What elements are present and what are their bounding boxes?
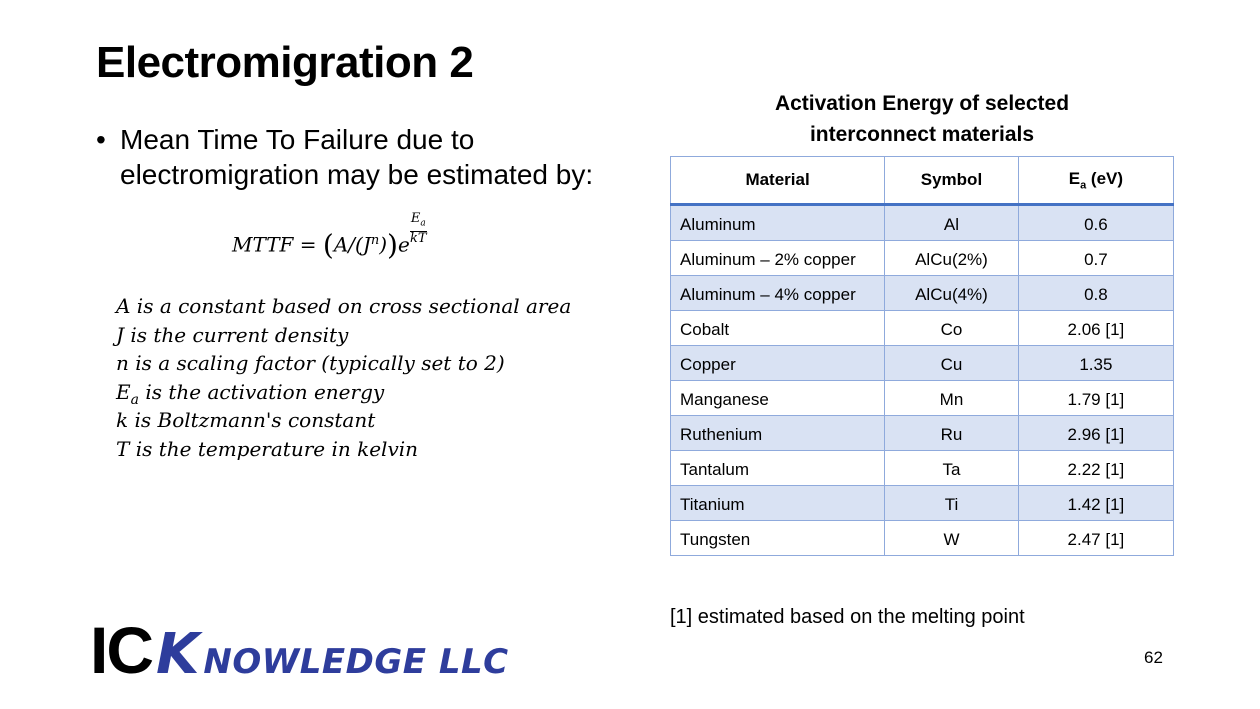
cell-symbol: W bbox=[885, 521, 1019, 556]
cell-symbol: Cu bbox=[885, 346, 1019, 381]
table-row bbox=[671, 276, 1174, 311]
cell-ea: 2.06 [1] bbox=[1018, 311, 1173, 346]
cell-ea: 2.96 [1] bbox=[1018, 416, 1173, 451]
table-row bbox=[671, 381, 1174, 416]
table-row bbox=[671, 346, 1174, 381]
cell-symbol: Ru bbox=[885, 416, 1019, 451]
cell-material: Aluminum bbox=[671, 205, 885, 241]
page-number: 62 bbox=[1144, 648, 1163, 667]
cell-symbol: Ta bbox=[885, 451, 1019, 486]
table-header-row bbox=[671, 157, 1174, 205]
header-ea-sub: a bbox=[1080, 179, 1087, 192]
definition-n: n is a scaling factor (typically set to 2) bbox=[116, 351, 505, 376]
logo-rest: NOWLEDGE LLC bbox=[203, 642, 509, 682]
cell-ea: 0.6 bbox=[1018, 205, 1173, 241]
definition-ea-text: is the activation energy bbox=[138, 379, 385, 404]
table-row bbox=[671, 311, 1174, 346]
formula-exponent-fraction bbox=[410, 212, 427, 246]
formula-open-paren: ( bbox=[322, 228, 334, 262]
formula-close-paren: ) bbox=[387, 228, 398, 262]
cell-ea: 1.42 [1] bbox=[1018, 486, 1173, 521]
header-symbol: Symbol bbox=[885, 157, 1019, 205]
logo-k: K bbox=[156, 622, 200, 687]
cell-ea: 0.7 bbox=[1018, 241, 1173, 276]
table-title-line1: Activation Energy of selected bbox=[774, 92, 1070, 115]
formula-lhs: MTTF = bbox=[232, 232, 323, 257]
cell-ea: 1.79 [1] bbox=[1018, 381, 1173, 416]
activation-energy-table bbox=[670, 156, 1174, 556]
header-ea-unit: (eV) bbox=[1086, 168, 1124, 188]
cell-symbol: Mn bbox=[885, 381, 1019, 416]
table-title-line2: interconnect materials bbox=[809, 123, 1035, 146]
cell-material: Aluminum – 2% copper bbox=[671, 241, 885, 276]
cell-material: Tantalum bbox=[671, 451, 885, 486]
definition-j: J is the current density bbox=[116, 322, 349, 347]
definition-a: A is a constant based on cross sectional area bbox=[116, 294, 572, 318]
formula-body: A/(J bbox=[333, 232, 371, 257]
cell-symbol: Ti bbox=[885, 486, 1019, 521]
mttf-formula bbox=[232, 212, 427, 262]
table-row bbox=[671, 241, 1174, 276]
table-row bbox=[671, 416, 1174, 451]
frac-numerator-sub: a bbox=[420, 218, 426, 229]
table-row bbox=[671, 205, 1174, 241]
cell-symbol: Al bbox=[885, 205, 1019, 241]
slide-title: Electromigration 2 bbox=[96, 38, 474, 87]
definition-ea bbox=[116, 378, 571, 407]
cell-material: Titanium bbox=[671, 486, 885, 521]
definition-k: k is Boltzmann's constant bbox=[116, 408, 376, 433]
bullet-dot-icon: • bbox=[96, 124, 106, 155]
header-ea-symbol: E bbox=[1068, 168, 1081, 188]
bullet-text: Mean Time To Failure due to electromigration may be estimated by: bbox=[120, 124, 594, 190]
header-material: Material bbox=[671, 157, 885, 205]
cell-ea: 0.8 bbox=[1018, 276, 1173, 311]
cell-material: Manganese bbox=[671, 381, 885, 416]
definition-ea-symbol: E bbox=[116, 379, 131, 404]
ic-knowledge-logo bbox=[90, 612, 509, 688]
cell-symbol: Co bbox=[885, 311, 1019, 346]
table-footnote: [1] estimated based on the melting point bbox=[670, 606, 1025, 628]
variable-definitions bbox=[116, 292, 571, 464]
table-row bbox=[671, 521, 1174, 556]
cell-material: Aluminum – 4% copper bbox=[671, 276, 885, 311]
cell-material: Ruthenium bbox=[671, 416, 885, 451]
cell-ea: 2.22 [1] bbox=[1018, 451, 1173, 486]
cell-material: Cobalt bbox=[671, 311, 885, 346]
table-row bbox=[671, 486, 1174, 521]
header-ea bbox=[1018, 157, 1173, 205]
table-row bbox=[671, 451, 1174, 486]
formula-exponent-n: n bbox=[370, 232, 380, 248]
definition-t: T is the temperature in kelvin bbox=[116, 436, 419, 461]
cell-ea: 2.47 [1] bbox=[1018, 521, 1173, 556]
formula-close-inner: ) bbox=[379, 232, 388, 257]
formula-e: e bbox=[397, 232, 410, 257]
frac-numerator: E bbox=[410, 211, 421, 226]
bullet-point bbox=[96, 122, 636, 192]
frac-denominator: kT bbox=[409, 230, 427, 246]
cell-ea: 1.35 bbox=[1018, 346, 1173, 381]
cell-material: Tungsten bbox=[671, 521, 885, 556]
table-title bbox=[670, 88, 1174, 150]
cell-material: Copper bbox=[671, 346, 885, 381]
cell-symbol: AlCu(2%) bbox=[885, 241, 1019, 276]
definition-ea-sub: a bbox=[130, 391, 139, 408]
logo-ic: IC bbox=[90, 613, 152, 687]
cell-symbol: AlCu(4%) bbox=[885, 276, 1019, 311]
